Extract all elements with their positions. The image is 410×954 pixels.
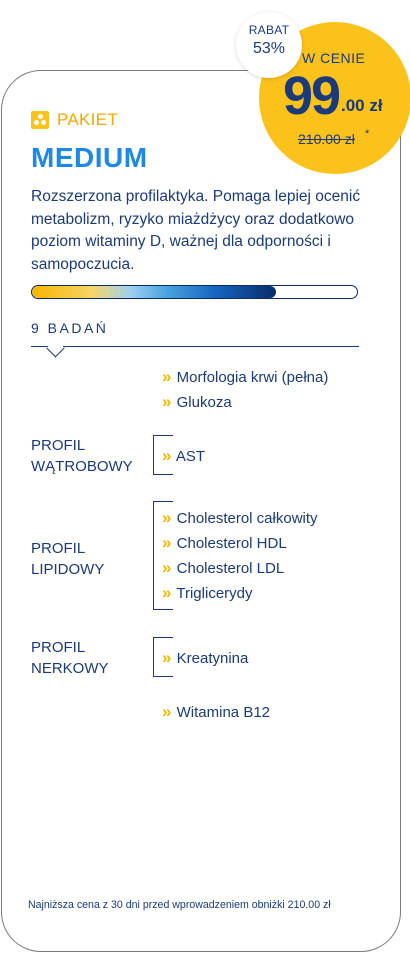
test-item: » Cholesterol LDL [162, 558, 285, 577]
chevron-icon: » [162, 446, 169, 465]
test-item: » Glukoza [162, 392, 232, 411]
chevron-icon: » [162, 392, 169, 411]
chevron-icon: » [162, 583, 169, 602]
tests-divider [31, 346, 359, 347]
package-level-bar [31, 285, 358, 299]
price-integer: 99 [283, 66, 340, 126]
test-item: » Cholesterol HDL [162, 533, 287, 552]
chevron-icon: » [162, 702, 169, 721]
chevron-icon: » [162, 533, 169, 552]
package-level-fill [32, 286, 276, 298]
package-name: MEDIUM [31, 142, 148, 173]
tests-count: 9 BADAŃ [31, 320, 109, 336]
chevron-icon: » [162, 558, 169, 577]
package-icon [31, 111, 49, 129]
test-item: » Triglicerydy [162, 583, 253, 602]
group-label-liver: PROFIL WĄTROBOWY [31, 437, 133, 475]
group-label-lipid: PROFIL LIPIDOWY [31, 540, 105, 578]
chevron-icon: » [162, 367, 169, 386]
package-kind: PAKIET [57, 110, 119, 129]
chevron-icon: » [162, 508, 169, 527]
discount-label: RABAT [248, 23, 290, 37]
test-item: » Witamina B12 [162, 702, 271, 721]
price-asterisk: * [365, 128, 370, 140]
test-item: » Morfologia krwi (pełna) [162, 367, 329, 386]
test-item: » Kreatynina [162, 648, 249, 667]
lowest-price-note: Najniższa cena z 30 dni przed wprowadzeniem obniżki 210.00 zł [28, 899, 331, 911]
group-label-kidney: PROFIL NERKOWY [31, 639, 109, 677]
test-item: » AST [162, 446, 205, 465]
old-price: 210.00 zł [298, 131, 355, 147]
discount-value: 53% [252, 40, 286, 57]
package-description: Rozszerzona profilaktyka. Pomaga lepiej ocenić metabolizm, ryzyko miażdżycy oraz dodatkowo poziom witaminy D, ważnej dla odporności i samopoczucia. [31, 188, 361, 273]
price-decimal: .00 zł [341, 96, 383, 115]
test-item: » Cholesterol całkowity [162, 508, 318, 527]
chevron-icon: » [162, 648, 169, 667]
price-prefix: W CENIE [302, 50, 366, 66]
